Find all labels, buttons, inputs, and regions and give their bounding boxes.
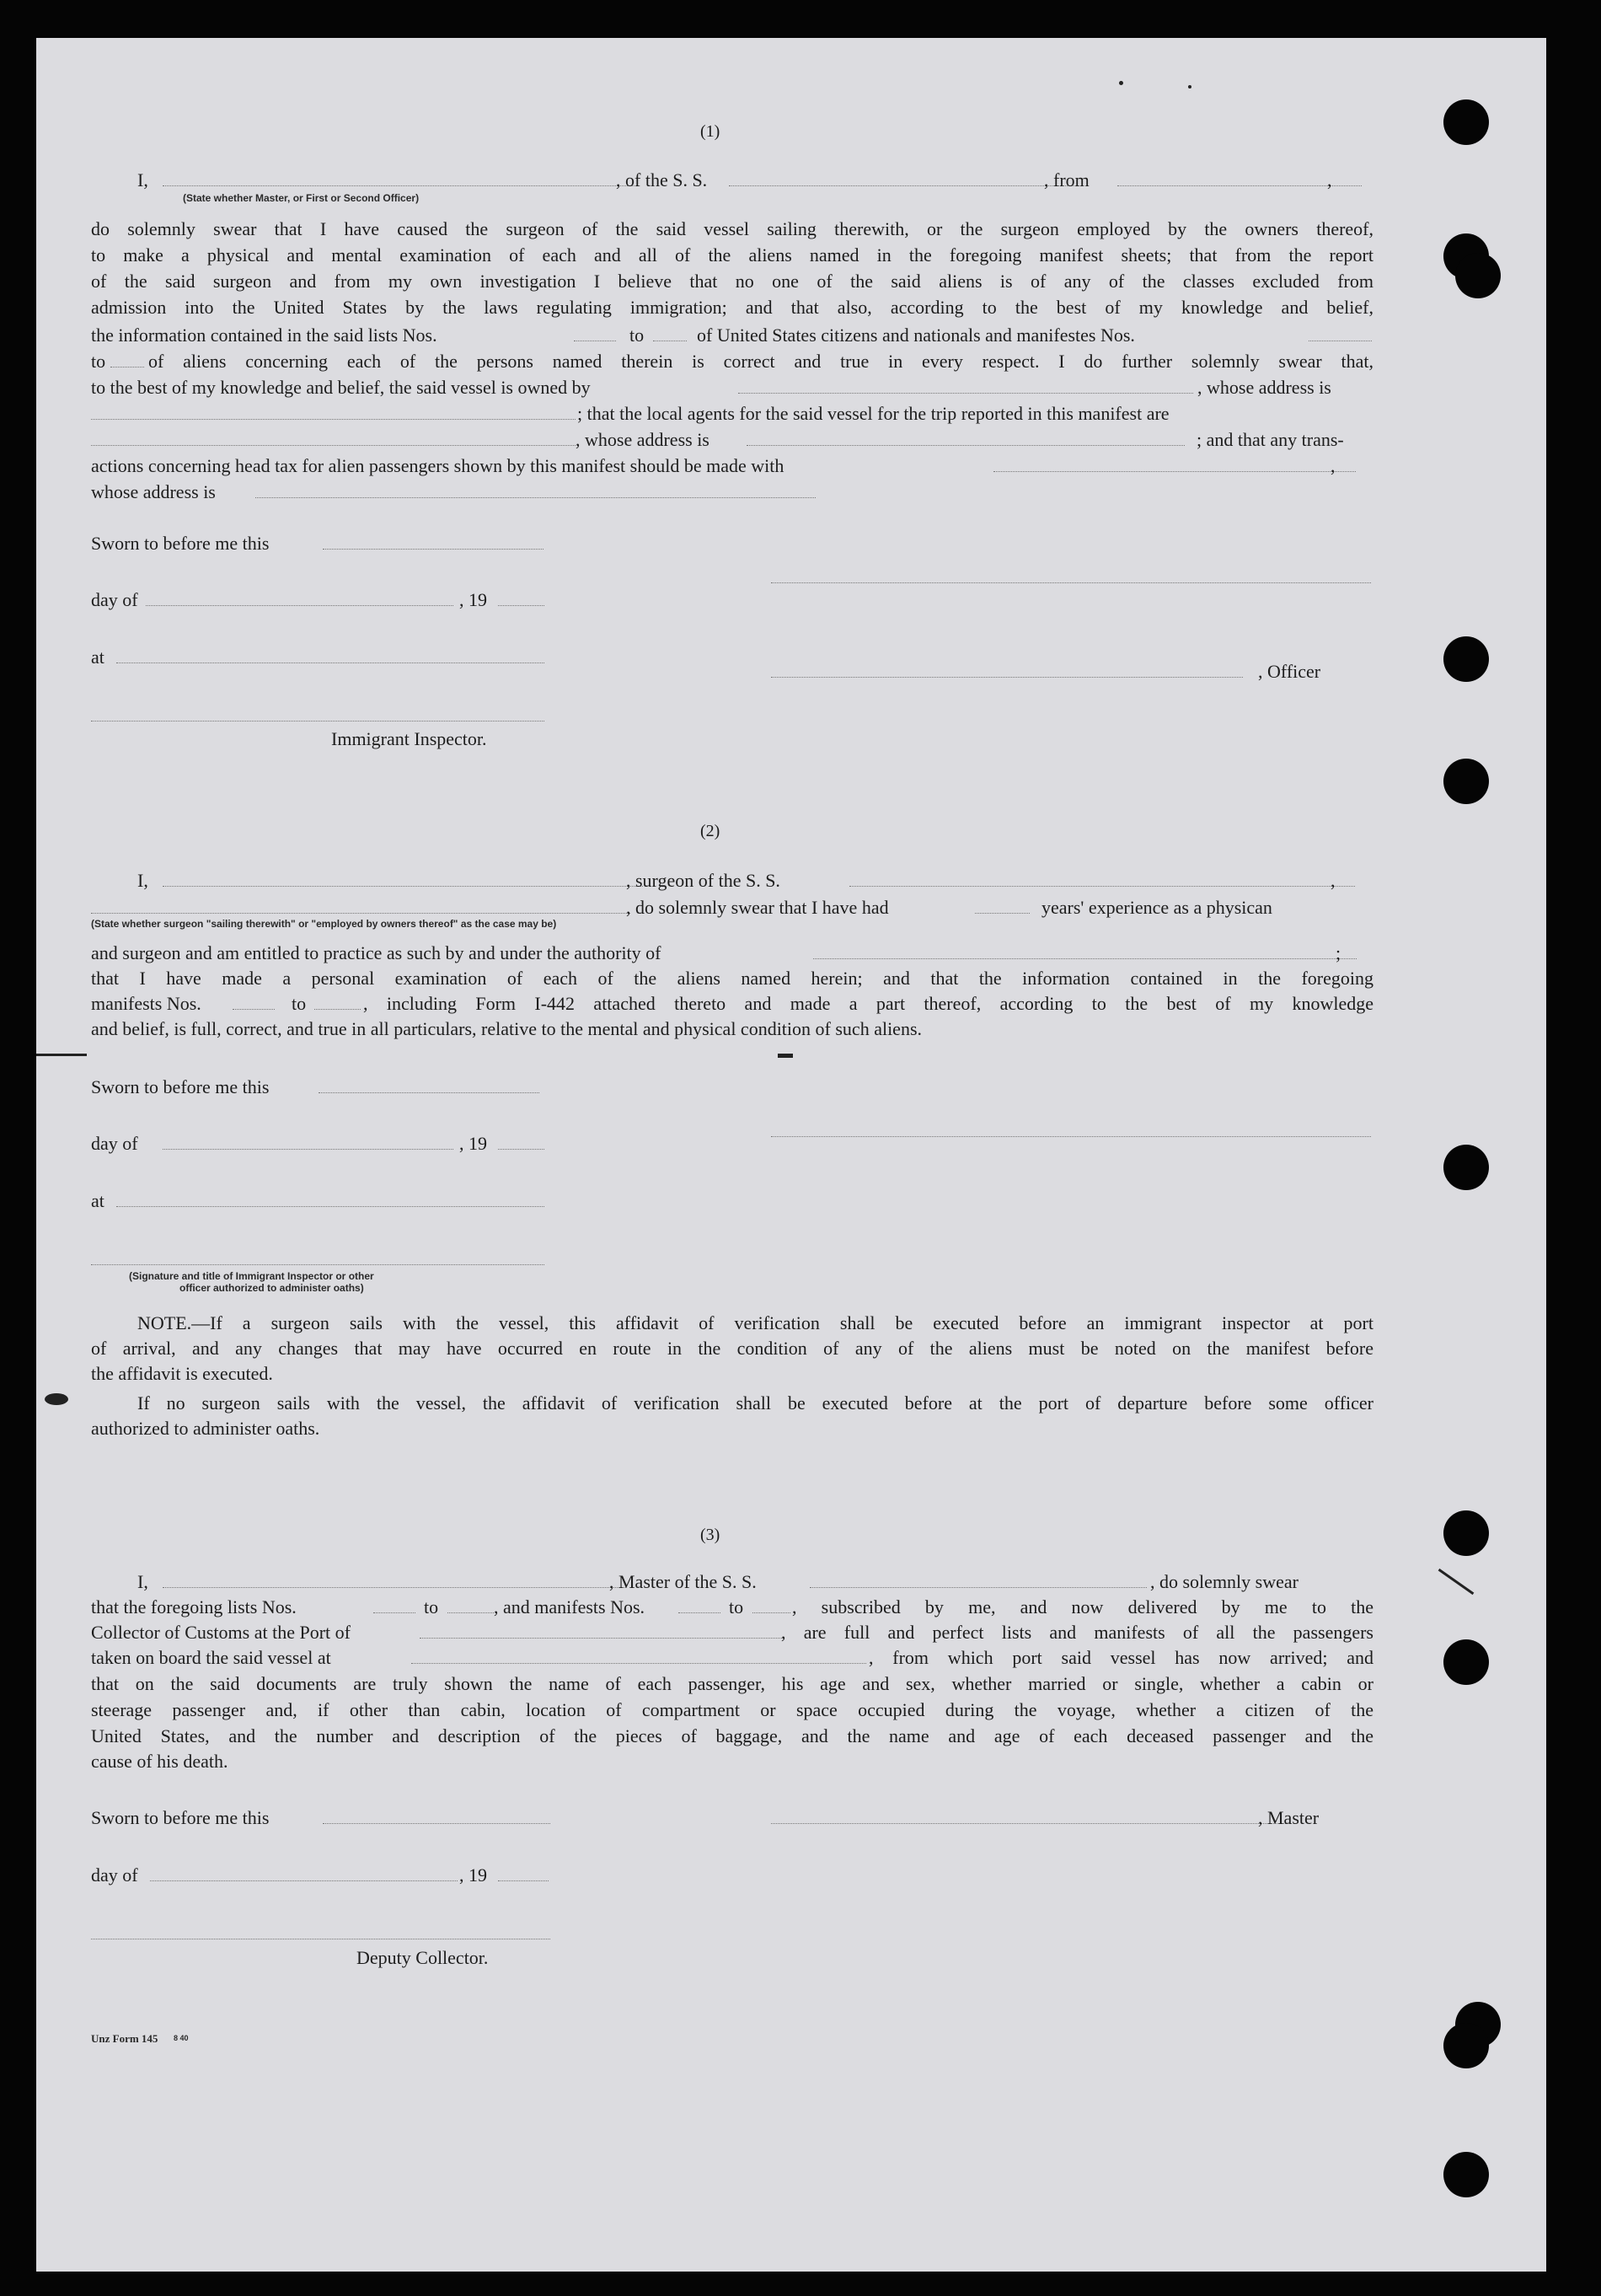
blank-line [163,1149,453,1150]
solemnly-swear-label: , do solemnly swear [1150,1571,1298,1592]
blank-line [975,913,1030,914]
punch-hole [1443,2152,1489,2197]
at-label: at [91,646,104,668]
signature-note: (Signature and title of Immigrant Inspector or other [129,1270,374,1282]
paragraph-line: and belief, is full, correct, and true in all particulars, relative to the mental and physical condition of such aliens. [91,1018,923,1039]
whose-address-label: , whose address is [1197,377,1331,398]
blank-line [373,1612,415,1613]
master-of-ss-label: , Master of the S. S. [609,1571,757,1592]
blank-line [498,1880,549,1881]
any-transactions-label: ; and that any trans- [1197,429,1344,450]
note-line: authorized to administer oaths. [91,1418,320,1439]
scan-speck [45,1393,68,1405]
signature-line [771,582,1371,583]
paragraph-line: of the said surgeon and from my own investigation I believe that no one of the said aliens is of any of the classes excluded from [91,271,1373,292]
year-label: , 19 [459,1864,487,1886]
blank-line [752,1612,790,1613]
section2-i: I, [137,870,148,891]
years-experience-label: years' experience as a physican [1041,897,1272,918]
at-label: at [91,1190,104,1211]
sworn-label: Sworn to before me this [91,533,270,554]
paragraph-line: that on the said documents are truly shown the name of each passenger, his age and sex, whether married or single, whether a cabin or [91,1673,1373,1694]
owned-by-label: to the best of my knowledge and belief, the said vessel is owned by [91,377,591,398]
signature-line [771,677,1243,678]
head-tax-label: actions concerning head tax for alien passengers shown by this manifest should be made with [91,455,784,476]
lists-nos-label: the information contained in the said lists Nos. [91,325,437,346]
blank-line [323,549,543,550]
paragraph-line: , subscribed by me, and now delivered by me to the [792,1596,1373,1617]
blank-line [233,1009,275,1010]
blank-line [116,1206,544,1207]
lists-nos-label: that the foregoing lists Nos. [91,1596,297,1617]
paragraph-line: that I have made a personal examination of each of the aliens named herein; and that the information contained in the foregoing [91,968,1373,989]
section3-i: I, [137,1571,148,1592]
surgeon-note: (State whether surgeon "sailing therewith" or "employed by owners thereof" as the case may be) [91,918,557,930]
manifests-nos-label: manifests Nos. [91,993,201,1014]
taken-on-board-label: taken on board the said vessel at [91,1647,331,1668]
punch-hole [1443,2023,1489,2068]
blank-line [255,497,816,498]
section1-body [91,216,1373,320]
paragraph-line: cause of his death. [91,1751,228,1772]
day-of-label: day of [91,589,138,610]
scan-speck [36,1054,87,1056]
punch-hole [1443,99,1489,145]
paragraph-line: steerage passenger and, if other than cabin, location of compartment or space occupied during the voyage, whether a citizen of the [91,1699,1373,1720]
from-label: , from [1044,169,1090,190]
blank-line [678,1612,720,1613]
line-end: , [1331,455,1336,476]
scan-speck [1119,81,1123,85]
sworn-label: Sworn to before me this [91,1076,270,1097]
blank-line [738,393,1193,394]
master-label: , Master [1258,1807,1320,1828]
day-of-label: day of [91,1864,138,1886]
officer-label: , Officer [1258,661,1321,682]
paragraph-line: admission into the United States by the laws regulating immigration; and that also, according to the best of my knowledge and belief, [91,297,1373,318]
blank-line [411,1663,866,1664]
blank-line [163,1587,626,1588]
blank-line [146,605,453,606]
sworn-label: Sworn to before me this [91,1807,270,1828]
note-line: the affidavit is executed. [91,1363,273,1384]
deputy-label: Deputy Collector. [356,1947,489,1968]
punch-hole [1443,759,1489,804]
whose-address-label: , whose address is [576,429,709,450]
citizens-label: of United States citizens and nationals and manifestes Nos. [697,325,1135,346]
paragraph-line: , including Form I-442 attached thereto and made a part thereof, according to the best of my knowledge [363,993,1373,1014]
blank-line [993,471,1356,472]
signature-line [771,1136,1371,1137]
punch-hole [1443,1510,1489,1556]
paragraph-line: to make a physical and mental examination of each and all of the aliens named in the foregoing manifest sheets; that from the report [91,244,1373,266]
blank-line [420,1638,782,1639]
note-line: of arrival, and any changes that may have occurred en route in the condition of any of the aliens must be noted on the manifest before [91,1338,1373,1359]
form-page [36,38,1546,2272]
note-line: If no surgeon sails with the vessel, the affidavit of verification shall be executed before at the port of departure before some officer [137,1392,1373,1414]
form-number: Unz Form 145 [91,2032,158,2045]
surgeon-of-ss-label: , surgeon of the S. S. [626,870,780,891]
blank-line [1117,185,1362,186]
paragraph-line: , are full and perfect lists and manifests of all the passengers [781,1622,1373,1643]
to-label: to [292,993,307,1014]
scan-speck [1438,1569,1475,1595]
inspector-label: Immigrant Inspector. [331,728,487,749]
blank-line [323,1823,550,1824]
blank-line [314,1009,361,1010]
master-note: (State whether Master, or First or Second Officer) [183,192,420,204]
of-ss-label: , of the S. S. [616,169,708,190]
blank-line [498,605,544,606]
punch-hole [1455,253,1501,298]
paragraph-line: , from which port said vessel has now arrived; and [869,1647,1373,1668]
to-label: to [729,1596,744,1617]
year-label: , 19 [459,589,487,610]
to-label: to [424,1596,439,1617]
section-number: (3) [700,1526,720,1544]
paragraph-line: do solemnly swear that I have caused the surgeon of the said vessel sailing therewith, or the surgeon employed by the owners thereof, [91,218,1373,239]
blank-line [729,185,1083,186]
year-label: , 19 [459,1133,487,1154]
whose-address-label: whose address is [91,481,216,502]
blank-line [498,1149,544,1150]
blank-line [813,958,1357,959]
paragraph-line: United States, and the number and description of the pieces of baggage, and the name and age of each deceased passenger and the [91,1725,1373,1746]
to-label: to [629,325,645,346]
day-of-label: day of [91,1133,138,1154]
line-end: , [1331,870,1336,891]
aliens-line: of aliens concerning each of the persons named therein is correct and true in every respect. I do further solemnly swear that, [148,351,1373,372]
blank-line [150,1880,458,1881]
section-number: (2) [700,822,720,840]
blank-line [319,1092,539,1093]
blank-line [447,1612,494,1613]
line-end: , [1327,169,1332,190]
punch-hole [1443,1145,1489,1190]
collector-label: Collector of Customs at the Port of [91,1622,351,1643]
signature-note: officer authorized to administer oaths) [179,1282,364,1294]
signature-line [91,721,544,722]
section1-i: I, [137,169,148,190]
line-end: ; [1336,942,1341,963]
section-number: (1) [700,122,720,141]
section3-body [91,1671,1373,1749]
blank-line [91,419,576,420]
to-label: to [91,351,106,372]
signature-line [91,1264,544,1265]
blank-line [849,886,1355,887]
scan-speck [1188,85,1191,89]
blank-line [163,185,635,186]
punch-hole [1443,636,1489,682]
solemnly-swear-label: , do solemnly swear that I have had [626,897,889,918]
blank-line [163,886,643,887]
blank-line [91,445,576,446]
blank-line [810,1587,1147,1588]
blank-line [91,913,630,914]
manifests-nos-label: , and manifests Nos. [494,1596,645,1617]
local-agents-label: ; that the local agents for the said vessel for the trip reported in this manifest are [577,403,1170,424]
blank-line [747,445,1185,446]
note-line: NOTE.—If a surgeon sails with the vessel, this affidavit of verification shall be executed before an immigrant inspector at port [137,1312,1373,1333]
scan-speck [778,1054,793,1058]
form-code: 8 40 [174,2034,189,2042]
punch-hole [1443,1639,1489,1685]
authority-label: and surgeon and am entitled to practice as such by and under the authority of [91,942,661,963]
signature-line [771,1823,1289,1824]
